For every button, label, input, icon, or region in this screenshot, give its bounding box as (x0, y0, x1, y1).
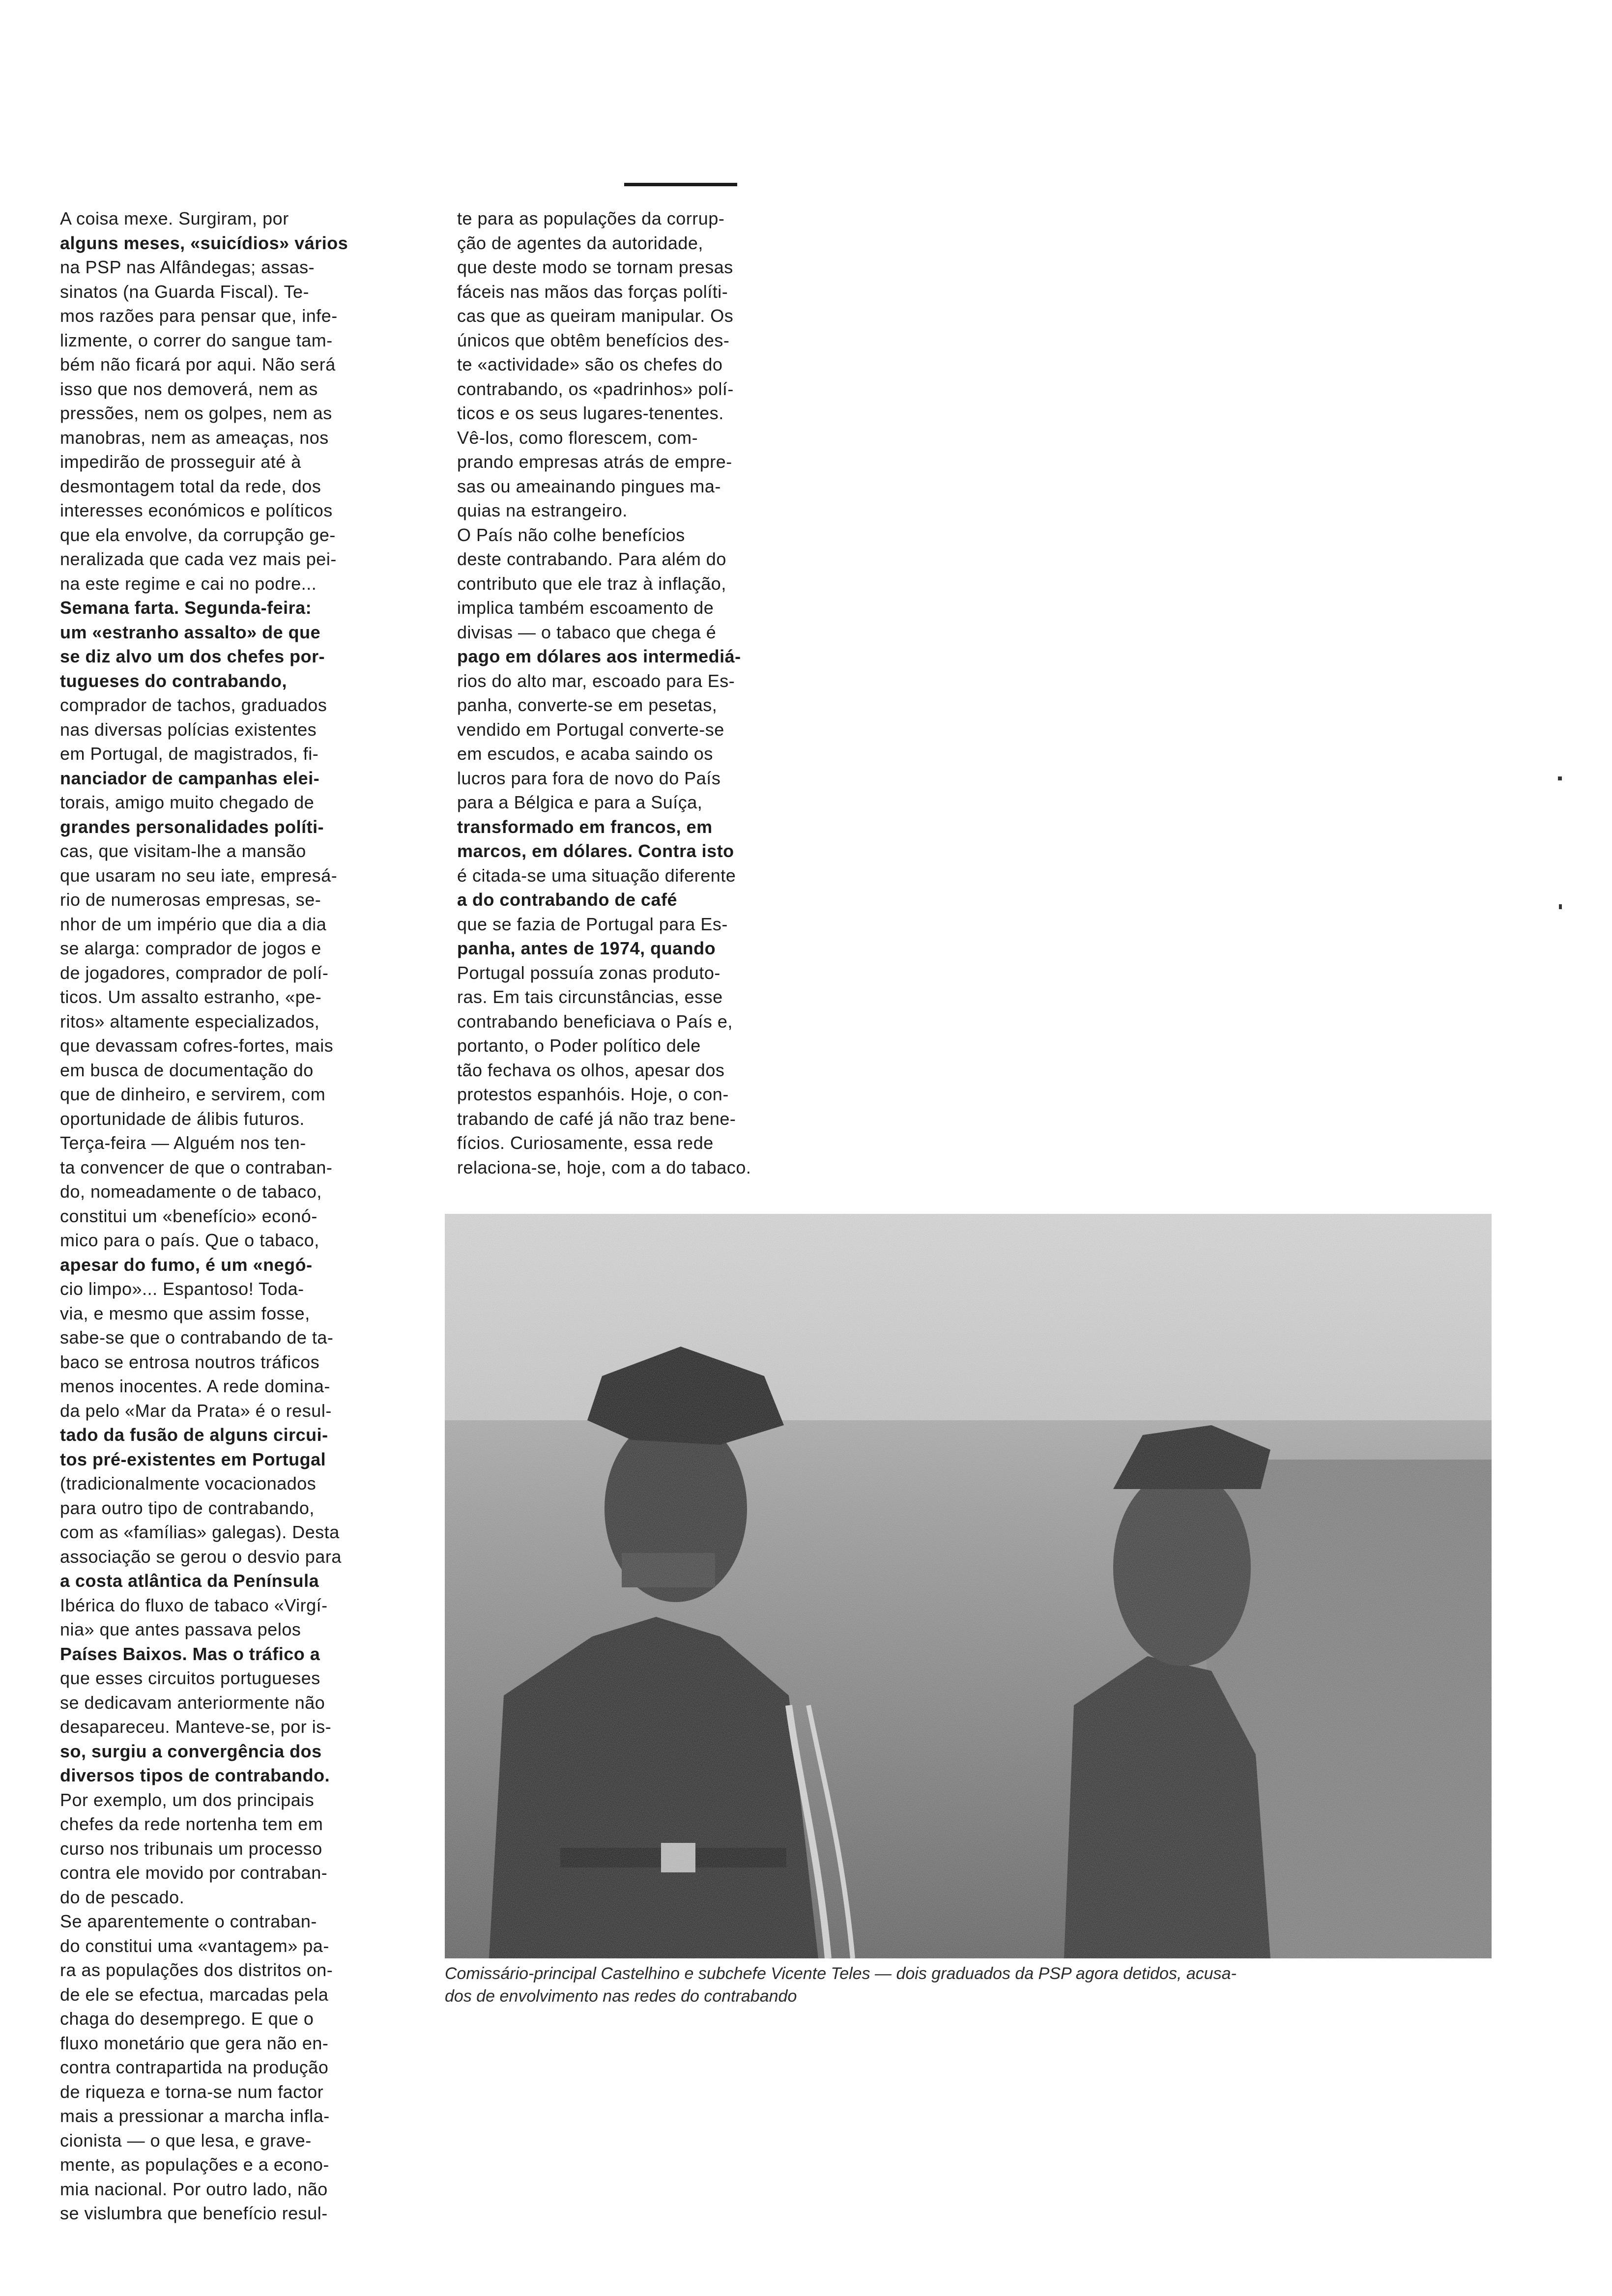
caption-line: Comissário-principal Castelhino e subchefe Vicente Teles — dois graduados da PSP agora detidos, acusa- (445, 1964, 1237, 1983)
article-line: associação se gerou o desvio para (60, 1546, 342, 1567)
article-line: de riqueza e torna-se num factor (60, 2081, 324, 2102)
article-column-left (60, 206, 426, 2226)
article-line: do constitui uma «vantagem» pa- (60, 1935, 329, 1956)
article-line: em escudos, e acaba saindo os (457, 744, 713, 764)
article-line: mais a pressionar a marcha infla- (60, 2106, 330, 2126)
article-line: se alarga: comprador de jogos e (60, 938, 321, 958)
article-line: via, e mesmo que assim fosse, (60, 1303, 310, 1323)
article-line: ção de agentes da autoridade, (457, 232, 703, 253)
article-line: mia nacional. Por outro lado, não (60, 2179, 328, 2199)
article-line: nhor de um império que dia a dia (60, 914, 327, 934)
article-line: quias na estrangeiro. (457, 500, 628, 520)
article-line: cio limpo»... Espantoso! Toda- (60, 1279, 304, 1299)
article-line: constitui um «benefício» econó- (60, 1205, 317, 1226)
article-line: ta convencer de que o contraban- (60, 1157, 333, 1177)
article-line: na este regime e cai no podre... (60, 573, 317, 594)
article-line: Países Baixos. Mas o tráfico a (60, 1643, 320, 1664)
article-line: para outro tipo de contrabando, (60, 1497, 315, 1518)
article-line: mos razões para pensar que, infe- (60, 306, 338, 326)
article-line: neralizada que cada vez mais pei- (60, 549, 337, 569)
article-line: curso nos tribunais um processo (60, 1838, 322, 1859)
article-line: a do contrabando de café (457, 890, 678, 910)
article-line: que devassam cofres-fortes, mais (60, 1035, 334, 1056)
article-line: marcos, em dólares. Contra isto (457, 841, 734, 861)
article-line: transformado em francos, em (457, 816, 713, 837)
article-line: A coisa mexe. Surgiram, por (60, 208, 289, 229)
article-line: Ibérica do fluxo de tabaco «Virgí- (60, 1595, 328, 1615)
article-line: diversos tipos de contrabando. (60, 1765, 330, 1785)
article-line: lucros para fora de novo do País (457, 768, 721, 788)
article-line: so, surgiu a convergência dos (60, 1741, 322, 1761)
article-line: fáceis nas mãos das forças políti- (457, 281, 728, 302)
article-line: um «estranho assalto» de que (60, 622, 321, 642)
article-line: que deste modo se tornam presas (457, 257, 733, 277)
article-line: chefes da rede nortenha tem em (60, 1814, 323, 1834)
article-line: na PSP nas Alfândegas; assas- (60, 257, 315, 277)
article-line: desapareceu. Manteve-se, por is- (60, 1717, 332, 1737)
article-line: se dedicavam anteriormente não (60, 1692, 325, 1713)
article-line: oportunidade de álibis futuros. (60, 1108, 305, 1129)
article-line: é citada-se uma situação diferente (457, 865, 736, 886)
article-line: bém não ficará por aqui. Não será (60, 354, 336, 374)
photo-caption (445, 1962, 1492, 2008)
caption-line: dos de envolvimento nas redes do contrabando (445, 1987, 797, 2006)
article-line: te para as populações da corrup- (457, 208, 725, 229)
article-line: com as «famílias» galegas). Desta (60, 1522, 340, 1542)
article-line: do, nomeadamente o de tabaco, (60, 1181, 322, 1202)
article-line: que de dinheiro, e servirem, com (60, 1084, 326, 1104)
article-line: trabando de café já não traz bene- (457, 1108, 736, 1129)
article-line: contra contrapartida na produção (60, 2057, 329, 2077)
article-line: relaciona-se, hoje, com a do tabaco. (457, 1157, 751, 1177)
article-line: ticos e os seus lugares-tenentes. (457, 403, 724, 423)
article-line: nas diversas polícias existentes (60, 719, 317, 740)
article-line: a costa atlântica da Península (60, 1571, 319, 1591)
article-line: fícios. Curiosamente, essa rede (457, 1133, 714, 1153)
article-column-right (457, 206, 811, 1179)
article-line: ras. Em tais circunstâncias, esse (457, 987, 723, 1007)
article-line: tão fechava os olhos, apesar dos (457, 1060, 725, 1080)
article-line: implica também escoamento de (457, 598, 714, 618)
article-line: protestos espanhóis. Hoje, o con- (457, 1084, 729, 1104)
article-line: isso que nos demoverá, nem as (60, 378, 318, 399)
article-line: comprador de tachos, graduados (60, 695, 327, 715)
article-line: únicos que obtêm benefícios des- (457, 330, 730, 350)
article-line: desmontagem total da rede, dos (60, 476, 321, 496)
article-line: cas que as queiram manipular. Os (457, 306, 734, 326)
article-line: apesar do fumo, é um «negó- (60, 1254, 313, 1275)
decorative-rule (624, 183, 737, 186)
article-line: ra as populações dos distritos on- (60, 1960, 333, 1980)
article-line: se vislumbra que benefício resul- (60, 2203, 328, 2223)
article-line: (tradicionalmente vocacionados (60, 1473, 317, 1493)
article-line: deste contrabando. Para além do (457, 549, 726, 569)
article-line: Se aparentemente o contraban- (60, 1911, 317, 1931)
article-line: contrabando beneficiava o País e, (457, 1011, 733, 1032)
article-line: contra ele movido por contraban- (60, 1863, 328, 1883)
article-line: pressões, nem os golpes, nem as (60, 403, 332, 423)
article-line: que se fazia de Portugal para Es- (457, 914, 728, 934)
news-photo (445, 1214, 1492, 1958)
article-line: de ele se efectua, marcadas pela (60, 1984, 329, 2005)
article-line: alguns meses, «suicídios» vários (60, 232, 348, 253)
article-line: contrabando, os «padrinhos» polí- (457, 378, 734, 399)
article-line: tado da fusão de alguns circui- (60, 1425, 328, 1445)
article-line: Vê-los, como florescem, com- (457, 427, 698, 448)
article-line: que ela envolve, da corrupção ge- (60, 524, 336, 545)
article-line: divisas — o tabaco que chega é (457, 622, 717, 642)
article-line: lizmente, o correr do sangue tam- (60, 330, 333, 350)
article-line: te «actividade» são os chefes do (457, 354, 723, 374)
article-line: nia» que antes passava pelos (60, 1619, 301, 1639)
article-line: vendido em Portugal converte-se (457, 719, 724, 740)
article-line: pago em dólares aos intermediá- (457, 646, 741, 666)
article-line: impedirão de prosseguir até à (60, 452, 301, 472)
article-line: Por exemplo, um dos principais (60, 1789, 315, 1810)
article-line: rios do alto mar, escoado para Es- (457, 670, 735, 691)
article-line: ritos» altamente especializados, (60, 1011, 320, 1032)
article-line: manobras, nem as ameaças, nos (60, 427, 329, 448)
article-line: ticos. Um assalto estranho, «pe- (60, 987, 322, 1007)
article-line: prando empresas atrás de empre- (457, 452, 732, 472)
article-line: nanciador de campanhas elei- (60, 768, 320, 788)
article-line: rio de numerosas empresas, se- (60, 890, 321, 910)
article-line: mente, as populações e a econo- (60, 2154, 329, 2175)
article-line: torais, amigo muito chegado de (60, 792, 315, 812)
article-line: chaga do desemprego. E que o (60, 2009, 314, 2029)
scan-mark (1558, 776, 1562, 780)
article-line: se diz alvo um dos chefes por- (60, 646, 325, 666)
article-line: panha, antes de 1974, quando (457, 938, 716, 958)
article-line: sas ou ameainando pingues ma- (457, 476, 721, 496)
article-line: sinatos (na Guarda Fiscal). Te- (60, 281, 310, 302)
article-line: interesses económicos e políticos (60, 500, 333, 520)
photo-graphic (445, 1214, 1492, 1958)
article-line: Portugal possuía zonas produto- (457, 962, 720, 983)
article-line: de jogadores, comprador de polí- (60, 962, 329, 983)
article-line: para a Bélgica e para a Suíça, (457, 792, 703, 812)
article-line: Semana farta. Segunda-feira: (60, 598, 312, 618)
article-line: que usaram no seu iate, empresá- (60, 865, 338, 886)
article-line: tos pré-existentes em Portugal (60, 1449, 326, 1469)
article-line: tugueses do contrabando, (60, 670, 288, 691)
article-line: sabe-se que o contrabando de ta- (60, 1327, 334, 1348)
article-line: Terça-feira — Alguém nos ten- (60, 1133, 306, 1153)
article-line: mico para o país. Que o tabaco, (60, 1230, 319, 1250)
article-line: que esses circuitos portugueses (60, 1668, 320, 1688)
article-line: cionista — o que lesa, e grave- (60, 2130, 312, 2151)
article-line: em busca de documentação do (60, 1060, 314, 1080)
article-line: da pelo «Mar da Prata» é o resul- (60, 1400, 332, 1421)
article-line: cas, que visitam-lhe a mansão (60, 841, 306, 861)
article-line: O País não colhe benefícios (457, 524, 685, 545)
article-line: panha, converte-se em pesetas, (457, 695, 718, 715)
article-line: do de pescado. (60, 1887, 185, 1907)
scan-mark (1559, 904, 1562, 909)
article-line: em Portugal, de magistrados, fi- (60, 744, 319, 764)
article-line: portanto, o Poder político dele (457, 1035, 701, 1056)
article-line: baco se entrosa noutros tráficos (60, 1351, 320, 1372)
article-line: contributo que ele traz à inflação, (457, 573, 726, 594)
article-line: menos inocentes. A rede domina- (60, 1376, 330, 1396)
article-line: fluxo monetário que gera não en- (60, 2033, 329, 2053)
article-line: grandes personalidades políti- (60, 816, 324, 837)
